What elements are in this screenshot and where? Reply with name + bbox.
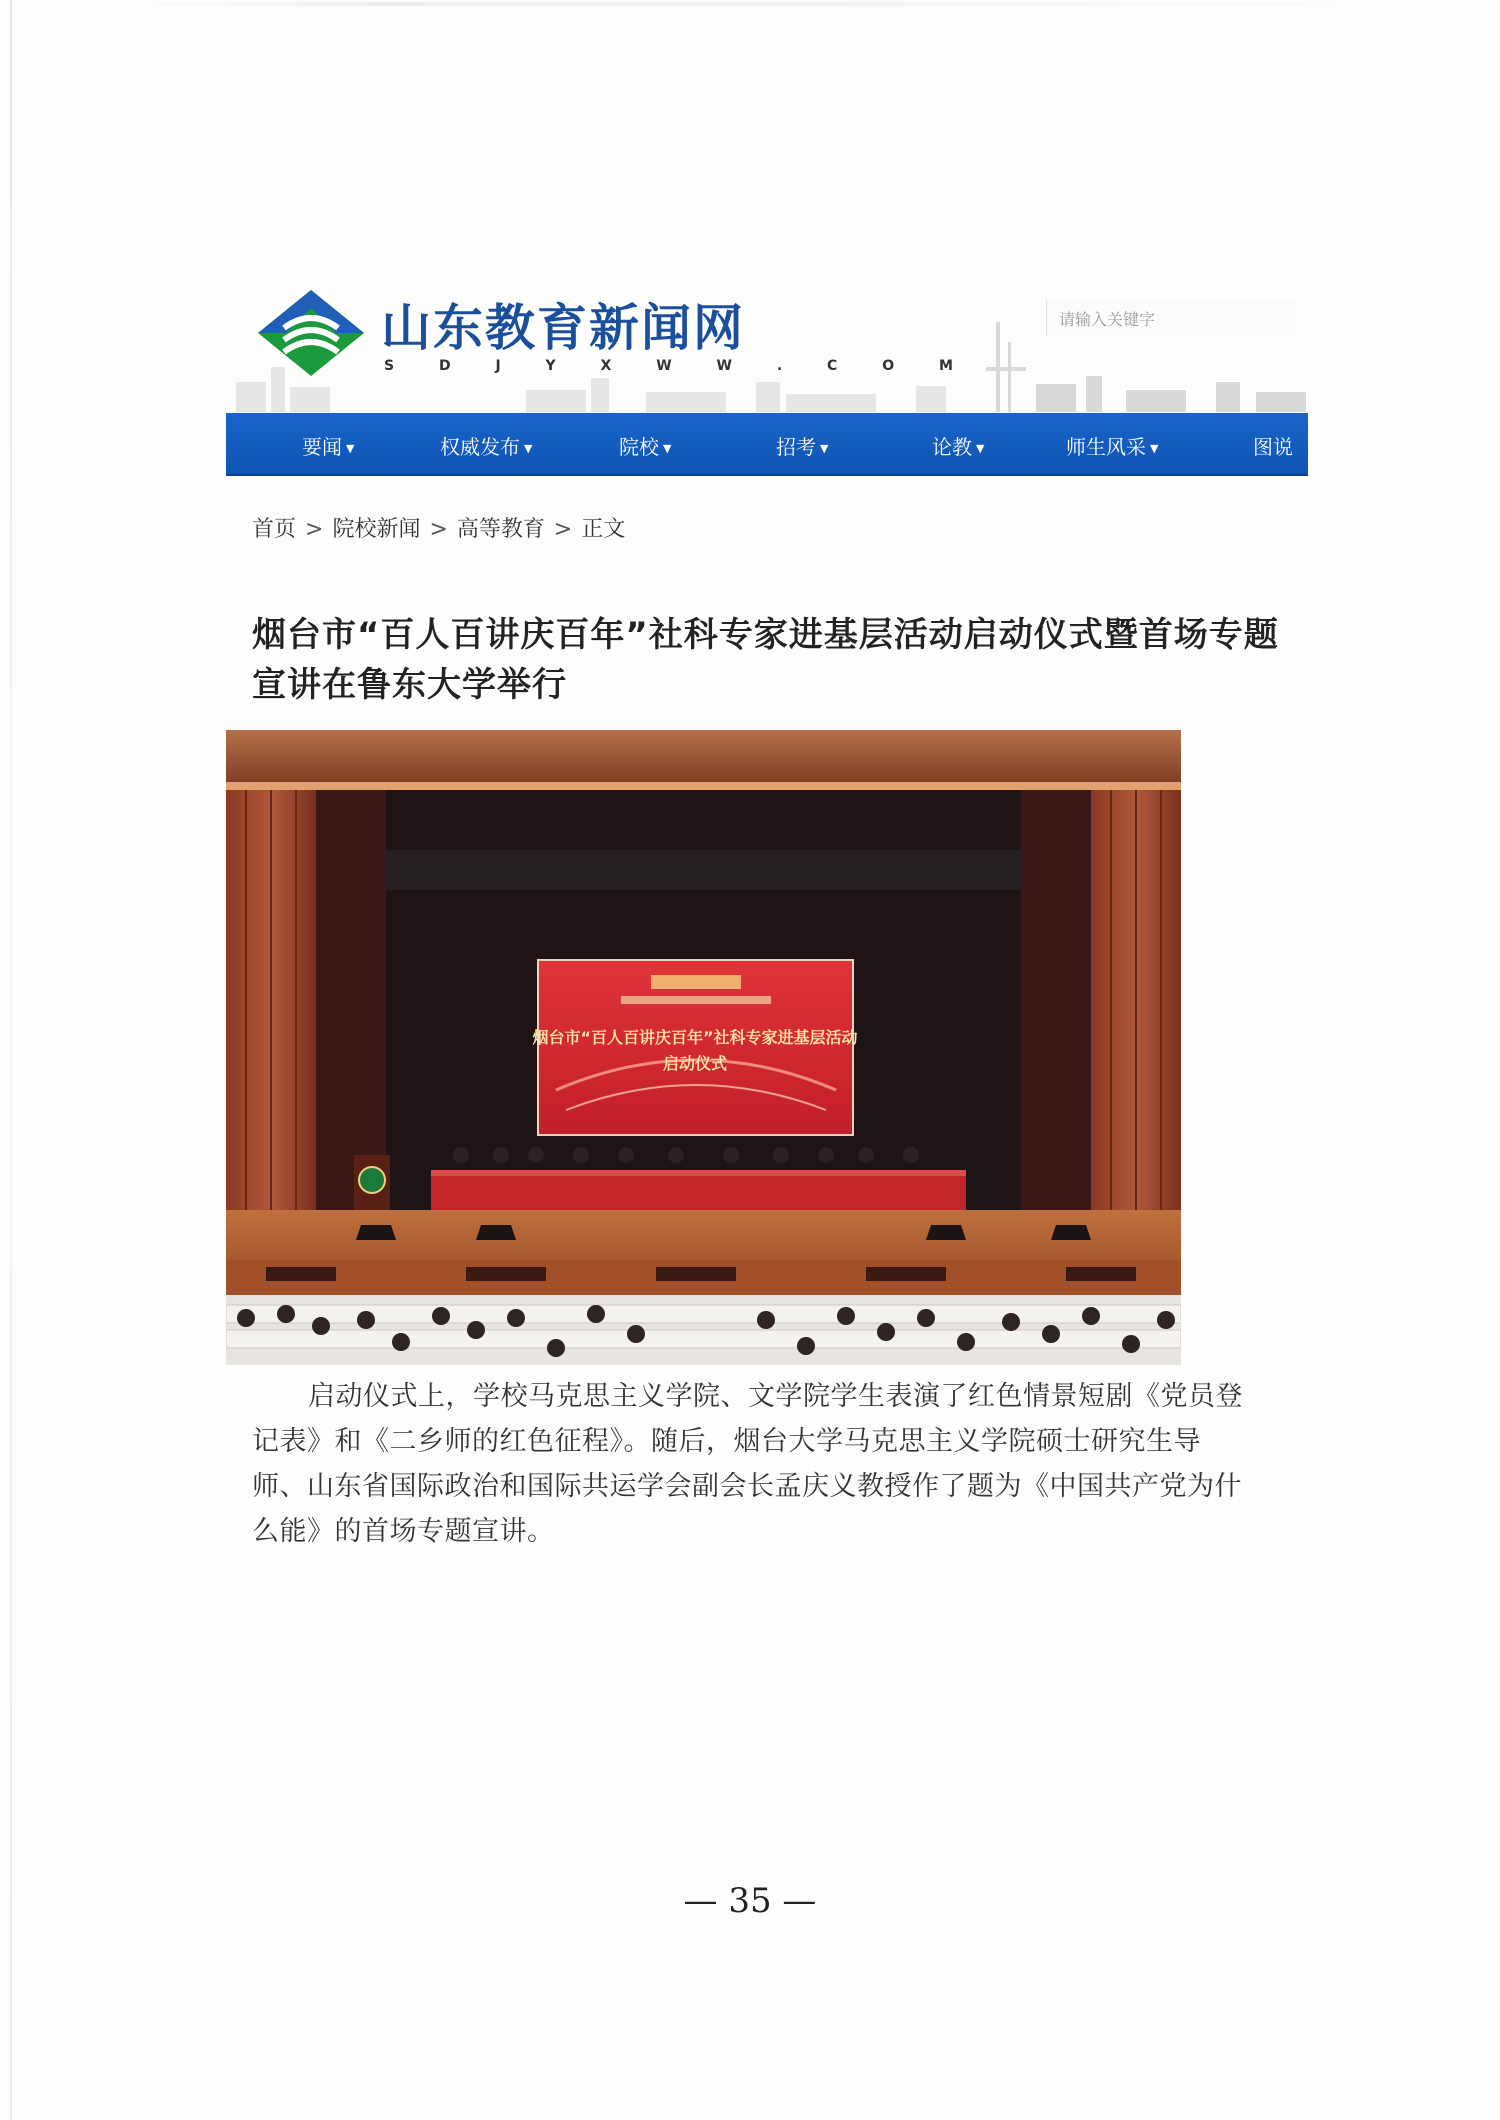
nav-item-photos[interactable] [1253,431,1293,460]
page-number: — 35 — [683,1881,817,1921]
breadcrumb-current: 正文 [581,517,626,542]
chevron-down-icon: ▼ [820,442,829,455]
search-input[interactable] [1057,300,1291,338]
nav-item-discussion[interactable] [932,431,984,460]
chevron-down-icon: ▼ [976,442,985,455]
site-domain: S D J Y X W W . C O M [384,358,973,374]
chevron-down-icon: ▼ [663,442,672,455]
breadcrumb-separator: > [305,517,324,542]
article-title: 烟台市“百人百讲庆百年”社科专家进基层活动启动仪式暨首场专题宣讲在鲁东大学举行 [252,615,1279,705]
screen-headline: 烟台市“百人百讲庆百年”社科专家进基层活动 [532,1028,858,1047]
nav-item-label: 师生风采 [1066,435,1146,459]
nav-item-profiles[interactable] [1066,431,1158,460]
search-box [1046,300,1297,336]
main-nav [226,413,1308,476]
nav-item-news[interactable] [302,431,354,460]
chevron-down-icon: ▼ [346,442,355,455]
nav-item-label: 论教 [932,435,972,459]
scan-edge [10,0,12,2120]
article-photo [226,730,1181,1365]
breadcrumb [252,512,625,543]
nav-item-label: 招考 [776,435,816,459]
screen-subheadline: 启动仪式 [662,1054,728,1073]
chevron-down-icon: ▼ [524,442,533,455]
site-header [226,282,1308,412]
chevron-down-icon: ▼ [1150,442,1159,455]
breadcrumb-school-news[interactable]: 院校新闻 [332,517,421,542]
breadcrumb-separator: > [429,517,448,542]
nav-item-label: 权威发布 [440,435,520,459]
nav-item-label: 要闻 [302,435,342,459]
nav-item-label: 图说 [1253,435,1293,459]
nav-item-admissions[interactable] [776,431,828,460]
breadcrumb-separator: > [553,517,573,542]
article-body: 启动仪式上，学校马克思主义学院、文学院学生表演了红色情景短剧《党员登记表》和《二乡师的红色征程》。随后，烟台大学马克思主义学院硕士研究生导师、山东省国际政治和国际共运学会副会长孟庆义教授作了题为《中国共产党为什么能》的首场专题宣讲。 [252,1381,1243,1547]
breadcrumb-home[interactable]: 首页 [252,517,297,542]
site-logo-icon[interactable] [256,288,366,378]
nav-item-official[interactable] [440,431,532,460]
nav-item-schools[interactable] [619,431,671,460]
breadcrumb-higher-education[interactable]: 高等教育 [456,517,545,542]
site-title[interactable]: 山东教育新闻网 [381,298,745,357]
nav-item-label: 院校 [619,435,659,459]
scan-shadow [120,2,1420,6]
